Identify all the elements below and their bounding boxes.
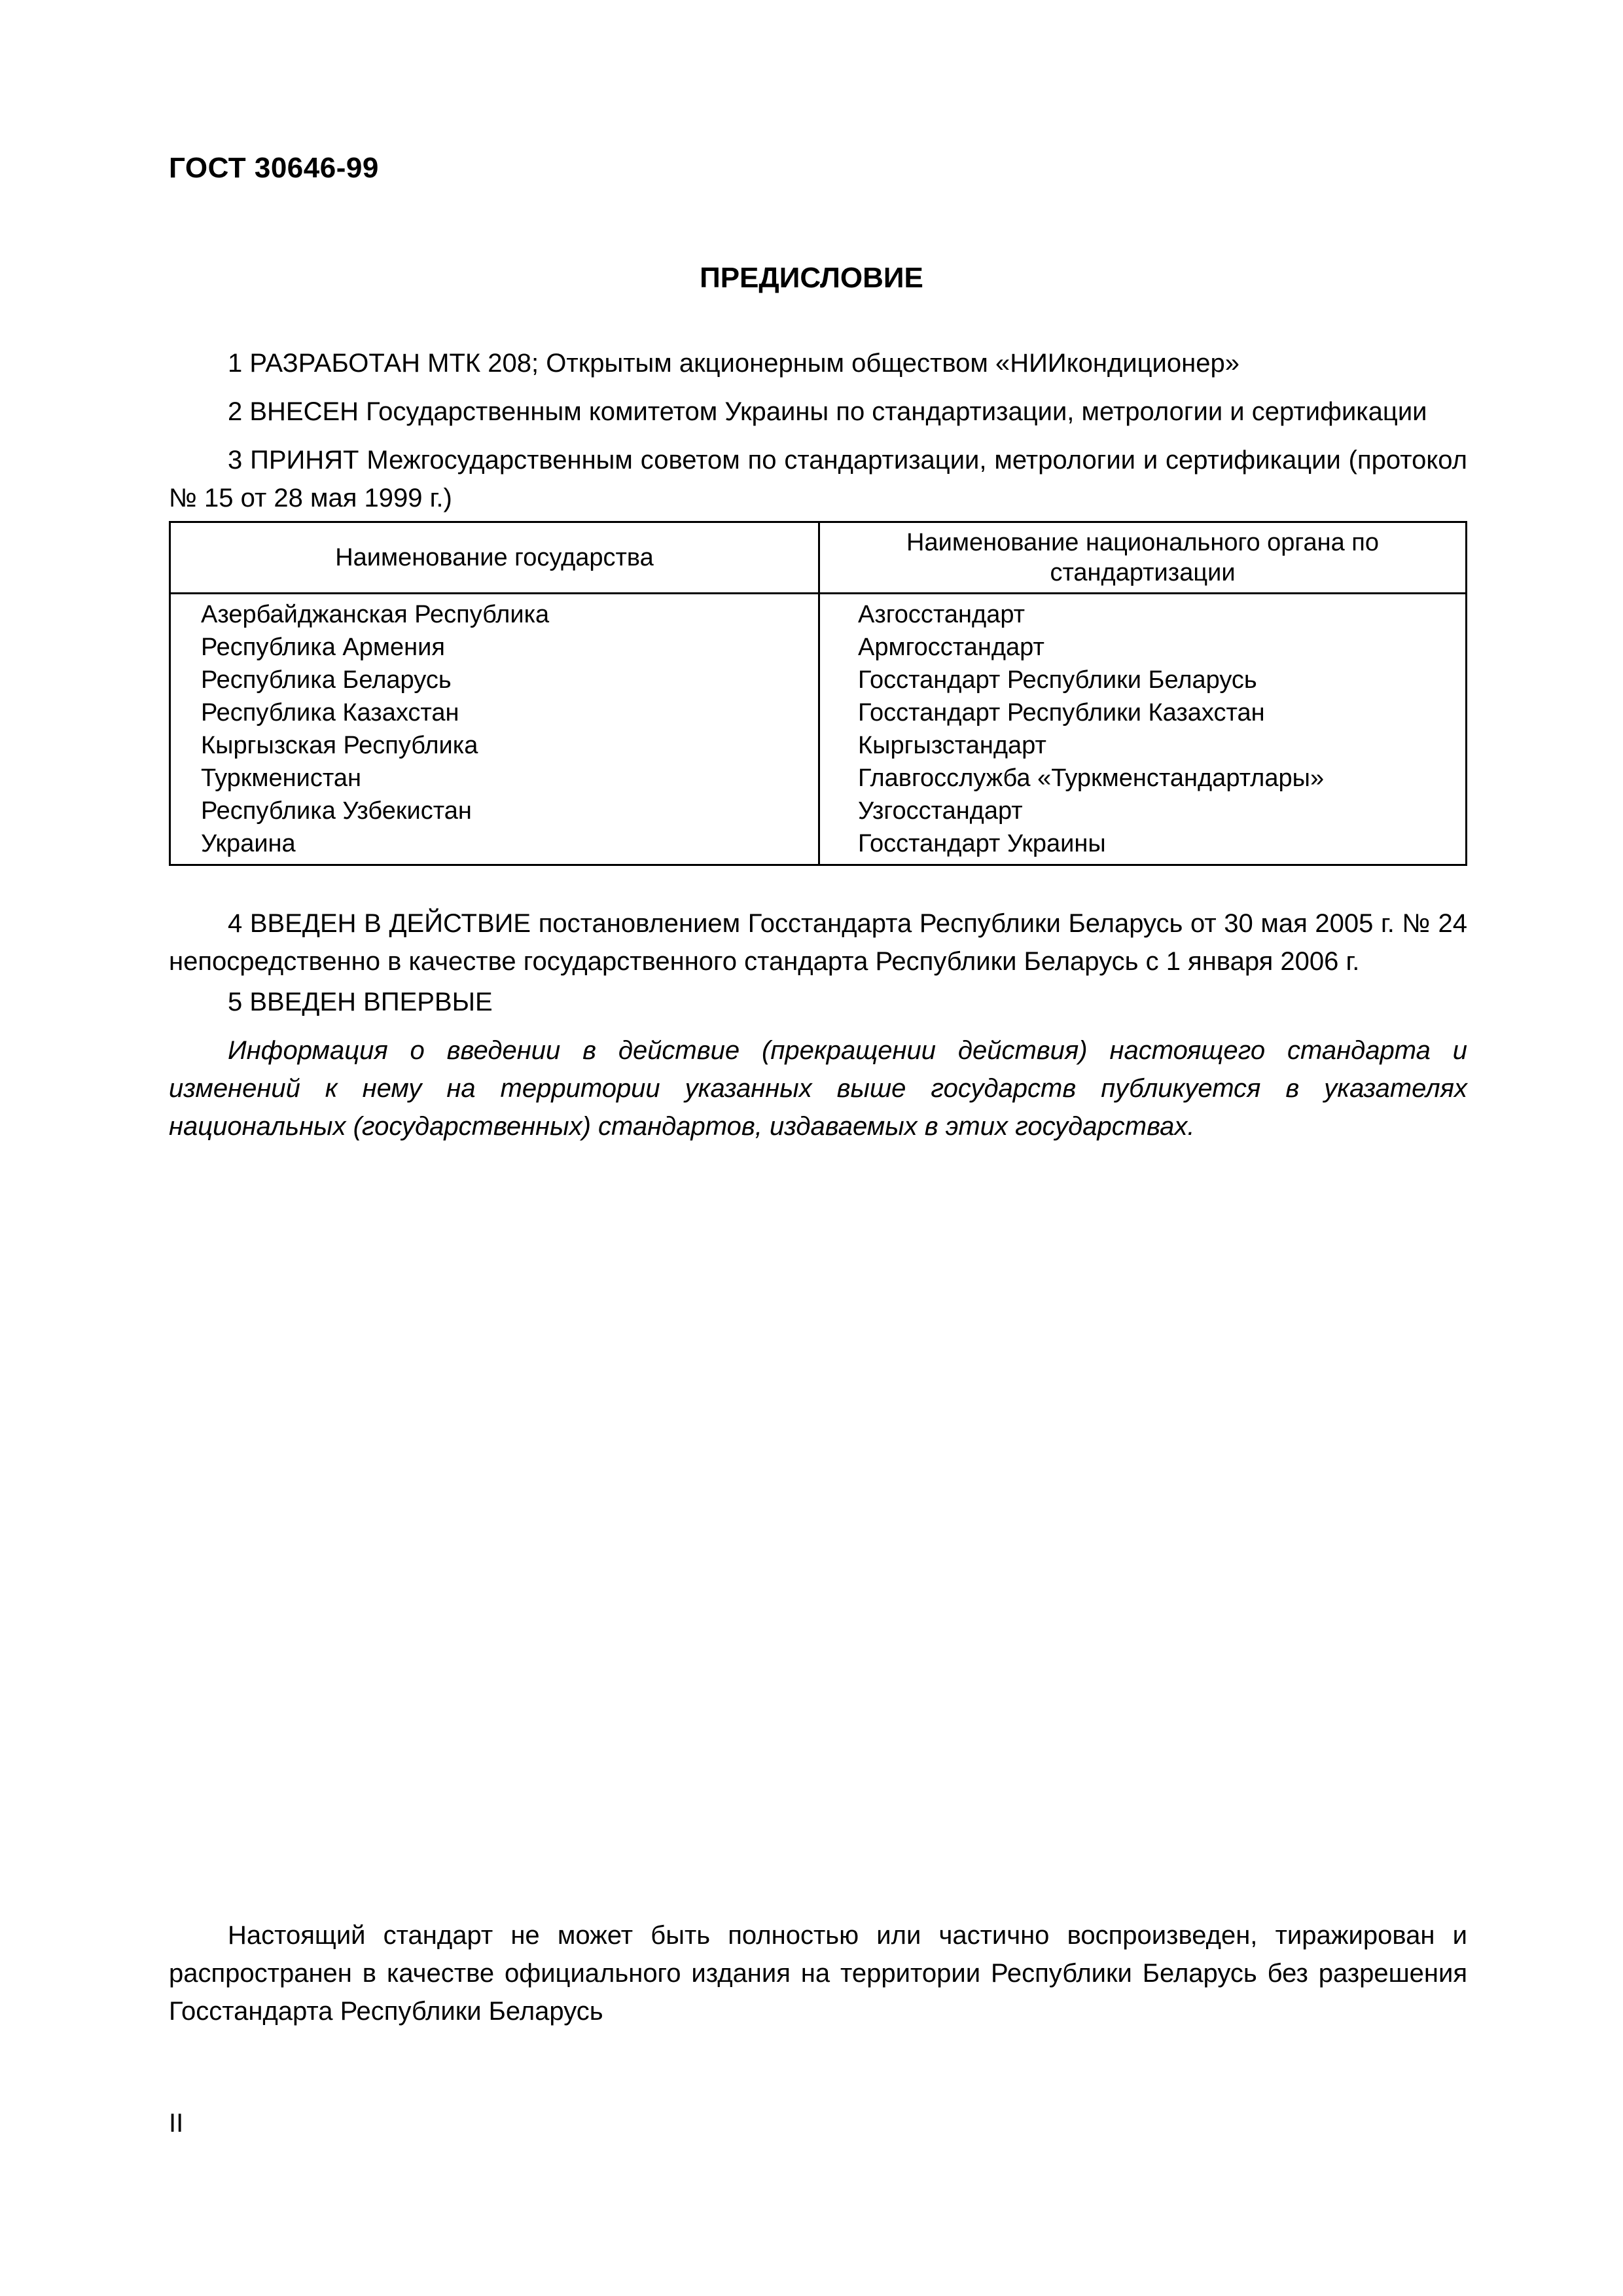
item-adopted: 3 ПРИНЯТ Межгосударственным советом по стандартизации, метрологии и сертификации (протокол № 15 от 28 мая 1999 г.)	[169, 446, 1467, 512]
standards-body-cell: Главгосслужба «Туркменстандартлары»	[819, 762, 1467, 795]
state-cell: Украина	[170, 827, 819, 865]
table-row	[170, 696, 1467, 729]
table-row	[170, 762, 1467, 795]
info-paragraph: Информация о введении в действие (прекращении действия) настоящего стандарта и изменений к нему на территории указанных выше государств публикуется в указателях национальных (государственных) стандартов, издаваемых в этих государствах.	[169, 1036, 1467, 1141]
state-cell: Республика Беларусь	[170, 664, 819, 696]
item-first-introduced: 5 ВВЕДЕН ВПЕРВЫЕ	[228, 988, 493, 1016]
table-row	[170, 631, 1467, 664]
state-cell: Республика Узбекистан	[170, 795, 819, 827]
table-row	[170, 664, 1467, 696]
document-code: ГОСТ 30646-99	[169, 152, 379, 184]
standards-body-cell: Госстандарт Украины	[819, 827, 1467, 865]
state-cell: Республика Казахстан	[170, 696, 819, 729]
item-submitted: 2 ВНЕСЕН Государственным комитетом Украины по стандартизации, метрологии и сертификации	[228, 397, 1427, 426]
standards-body-cell: Госстандарт Республики Казахстан	[819, 696, 1467, 729]
states-table	[169, 521, 1467, 866]
table-row	[170, 729, 1467, 762]
column-header-body: Наименование национального органа по стандартизации	[819, 522, 1467, 594]
state-cell: Кыргызская Республика	[170, 729, 819, 762]
page-title: ПРЕДИСЛОВИЕ	[700, 262, 923, 294]
standards-body-cell: Азгосстандарт	[819, 594, 1467, 632]
state-cell: Азербайджанская Республика	[170, 594, 819, 632]
copyright-notice: Настоящий стандарт не может быть полностью или частично воспроизведен, тиражирован и распространен в качестве официального издания на территории Республики Беларусь без разрешения Госстандарта Республики Беларусь	[169, 1921, 1467, 2026]
standards-body-cell: Госстандарт Республики Беларусь	[819, 664, 1467, 696]
standards-body-cell: Узгосстандарт	[819, 795, 1467, 827]
page-number: II	[169, 2109, 184, 2138]
standards-body-cell: Кыргызстандарт	[819, 729, 1467, 762]
state-cell: Республика Армения	[170, 631, 819, 664]
table-header-row	[170, 522, 1467, 594]
table-row	[170, 827, 1467, 865]
item-enacted: 4 ВВЕДЕН В ДЕЙСТВИЕ постановлением Госстандарта Республики Беларусь от 30 мая 2005 г. № 24 непосредственно в качестве государственного стандарта Республики Беларусь с 1 января 2006 г.	[169, 909, 1467, 976]
state-cell: Туркменистан	[170, 762, 819, 795]
table-row	[170, 594, 1467, 632]
table-row	[170, 795, 1467, 827]
item-developed: 1 РАЗРАБОТАН МТК 208; Открытым акционерным обществом «НИИкондиционер»	[228, 349, 1240, 378]
column-header-state: Наименование государства	[170, 522, 819, 594]
standards-body-cell: Армгосстандарт	[819, 631, 1467, 664]
